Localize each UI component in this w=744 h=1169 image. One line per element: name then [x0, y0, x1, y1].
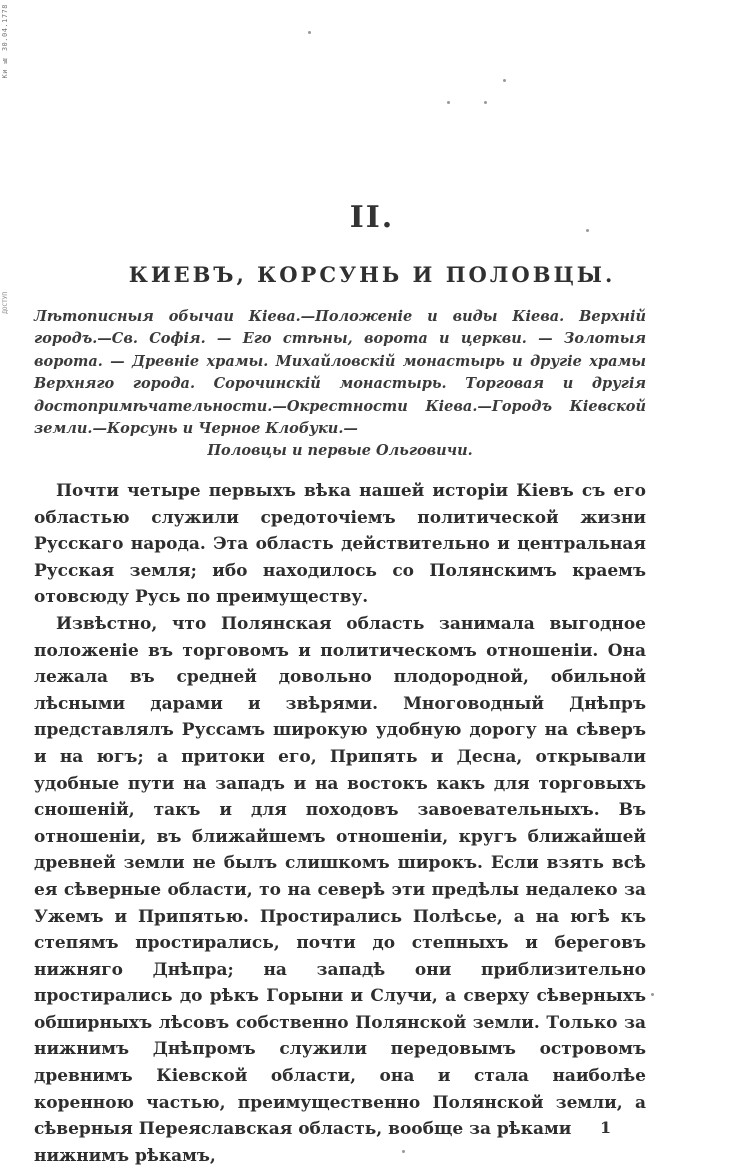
library-margin-stamp: Ки № 30.04.1778 [1, 4, 9, 79]
body-paragraph: Извѣстно, что Полянская область занимала выгодное положеніе въ торговомъ и политическомъ отношеніи. Она лежала въ средней довольно плодородной, обильной лѣсными дарами и звѣрями. Многоводный Днѣпръ представлялъ Руссамъ широкую удобную дорогу на сѣверъ и на югъ; а притоки его, Припять и Десна, открывали удобные пути на западъ и на востокъ какъ для торговыхъ сношеній, такъ и для походовъ завоевательныхъ. Въ отношеніи, въ ближайшемъ отношеніи, кругъ ближайшей древней земли не былъ слишкомъ широкъ. Если взять всѣ ея сѣверные области, то на северѣ эти предѣлы недалеко за Ужемъ и Припятью. Простирались Полѣсье, а на югѣ къ степямъ простирались, почти до степныхъ и береговъ нижняго Днѣпра; на западѣ они приблизительно простирались до рѣкъ Горыни и Случи, а сверху сѣверныхъ обширныхъ лѣсовъ собственно Полянской земли. Только за нижнимъ Днѣпромъ служили передовымъ островомъ древнимъ Кіевской области, она и стала наиболѣе коренною частью, преимущественно Полянской земли, а сѣверныя Переяславская область, вообще за рѣками [34, 613, 646, 1140]
scan-speck [503, 79, 506, 82]
scan-speck [484, 101, 487, 104]
printer-signature-mark: 1 [600, 1118, 612, 1137]
scan-speck [651, 993, 654, 996]
chapter-title: КИЕВЪ, КОРСУНЬ И ПОЛОВЦЫ. [128, 262, 616, 287]
body-paragraph: Почти четыре первыхъ вѣка нашей исторіи Кіевъ съ его областью служили средоточіемъ политической жизни Русскаго народа. Эта область действительно и центральная Русская земля; ибо находилось со Полянскимъ краемъ отовсюду Русь по преимуществу. [34, 481, 646, 608]
body-last-fragment: нижнимъ рѣкамъ, [34, 1145, 216, 1166]
chapter-body [34, 478, 646, 1169]
chapter-number: II. [349, 200, 395, 235]
library-side-stamp: ДОСТУП [2, 292, 9, 314]
scan-speck [308, 31, 311, 34]
synopsis-text: Лѣтописныя обычаи Кіева.—Положеніе и виды Кіева. Верхній городъ.—Св. Софія. — Его стѣны, ворота и церкви. — Золотыя ворота. — Древніе храмы. Михайловскій монастырь и другіе храмы Верхняго города. Сорочинскій монастырь. Торговая и другія достопримѣчательности.—Окрестности Кіева.—Городъ Кіевской земли.—Корсунь и Черное Клобуки.— [34, 308, 646, 438]
synopsis-last-line: Половцы и первые Ольговичи. [207, 442, 473, 460]
scan-speck [447, 101, 450, 104]
chapter-synopsis [34, 306, 646, 463]
